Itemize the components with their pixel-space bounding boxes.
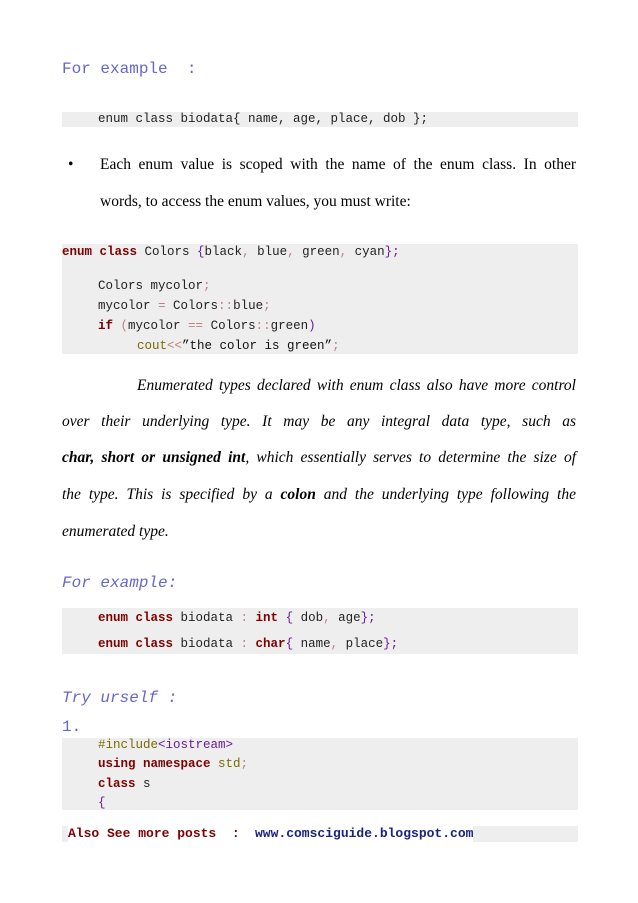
keyword: class — [98, 777, 136, 791]
keyword: char — [248, 637, 286, 651]
code-line — [98, 637, 398, 652]
punct: ; — [203, 279, 211, 293]
keyword: using namespace — [98, 757, 211, 771]
punct: , — [323, 611, 331, 625]
paragraph-line: Enumerated types declared with enum class also have more control — [137, 377, 576, 394]
punct: ) — [308, 319, 316, 333]
code-line — [98, 738, 233, 753]
code-line — [98, 757, 248, 772]
code-line — [98, 777, 151, 792]
operator: = — [158, 299, 166, 313]
bullet-line: words, to access the enum values, you must write: — [100, 193, 411, 210]
identifier: green — [270, 319, 309, 333]
bold-text: char, short or unsigned int — [62, 449, 246, 466]
punct: { — [285, 637, 294, 651]
code-line: enum class biodata{ name, age, place, dob }; — [98, 112, 429, 126]
text: the type. This is specified by a — [62, 486, 281, 503]
keyword: if — [98, 319, 114, 333]
text: and the underlying type following the — [315, 486, 576, 503]
section-heading: Try urself : — [62, 689, 178, 707]
punct: }; — [360, 611, 376, 625]
punct: }; — [383, 637, 399, 651]
text: , which essentially serves to determine the size of — [245, 449, 576, 466]
operator: :: — [218, 299, 234, 313]
keyword: enum class — [98, 611, 174, 625]
punct: , — [287, 245, 295, 259]
punct: , — [339, 245, 348, 259]
code-line: { — [98, 796, 106, 810]
identifier: Colors — [203, 319, 256, 333]
operator: << — [167, 339, 183, 353]
bullet-icon: • — [68, 156, 74, 173]
bullet-line: Each enum value is scoped with the name of the enum class. In other — [100, 156, 576, 173]
paragraph-line: enumerated type. — [62, 523, 169, 540]
preprocessor: #include — [98, 738, 159, 752]
punct: , — [242, 245, 250, 259]
identifier: place — [338, 637, 384, 651]
type-name: biodata — [173, 637, 241, 651]
identifier: dob — [293, 611, 324, 625]
code-line — [62, 245, 400, 260]
punct: , — [330, 637, 339, 651]
code-block — [62, 112, 578, 127]
code-line — [98, 611, 376, 626]
code-line — [98, 299, 271, 314]
list-number: 1. — [62, 718, 82, 736]
footer-label: Also See more posts : — [68, 826, 256, 841]
identifier: mycolor — [98, 299, 159, 313]
identifier: Colors mycolor — [98, 279, 204, 293]
string-literal: ”the color is green” — [182, 339, 333, 353]
identifier: green — [294, 245, 340, 259]
identifier: age — [330, 611, 361, 625]
identifier: black — [204, 245, 243, 259]
type-name: Colors — [137, 245, 198, 259]
punct: }; — [384, 245, 400, 259]
identifier: cyan — [347, 245, 385, 259]
operator: : — [240, 637, 249, 651]
code-line — [98, 279, 211, 294]
identifier: blue — [249, 245, 288, 259]
identifier: mycolor — [128, 319, 189, 333]
paragraph-line: over their underlying type. It may be any integral data type, such as — [62, 413, 576, 430]
code-line — [98, 319, 316, 334]
keyword: int — [248, 611, 279, 625]
identifier: blue — [233, 299, 264, 313]
identifier: cout — [137, 339, 168, 353]
footer-link[interactable]: www.comsciguide.blogspot.com — [255, 826, 474, 841]
operator: :: — [255, 319, 271, 333]
identifier: name — [293, 637, 331, 651]
keyword: enum class — [62, 245, 138, 259]
punct: ; — [240, 757, 249, 771]
paragraph-line — [62, 486, 576, 504]
punct: ; — [263, 299, 271, 313]
punct: { — [197, 245, 205, 259]
identifier: std — [210, 757, 241, 771]
example-heading: For example: — [62, 574, 178, 592]
example-heading: For example : — [62, 60, 197, 78]
operator: : — [240, 611, 249, 625]
punct: ( — [113, 319, 129, 333]
identifier: s — [135, 777, 151, 791]
identifier: Colors — [165, 299, 219, 313]
punct: ; — [332, 339, 340, 353]
keyword: enum class — [98, 637, 174, 651]
code-line — [137, 339, 340, 354]
punct: { — [278, 611, 294, 625]
paragraph-line — [62, 449, 576, 467]
type-name: biodata — [173, 611, 241, 625]
header-name: <iostream> — [158, 738, 234, 752]
bold-text: colon — [280, 486, 316, 503]
operator: == — [188, 319, 204, 333]
